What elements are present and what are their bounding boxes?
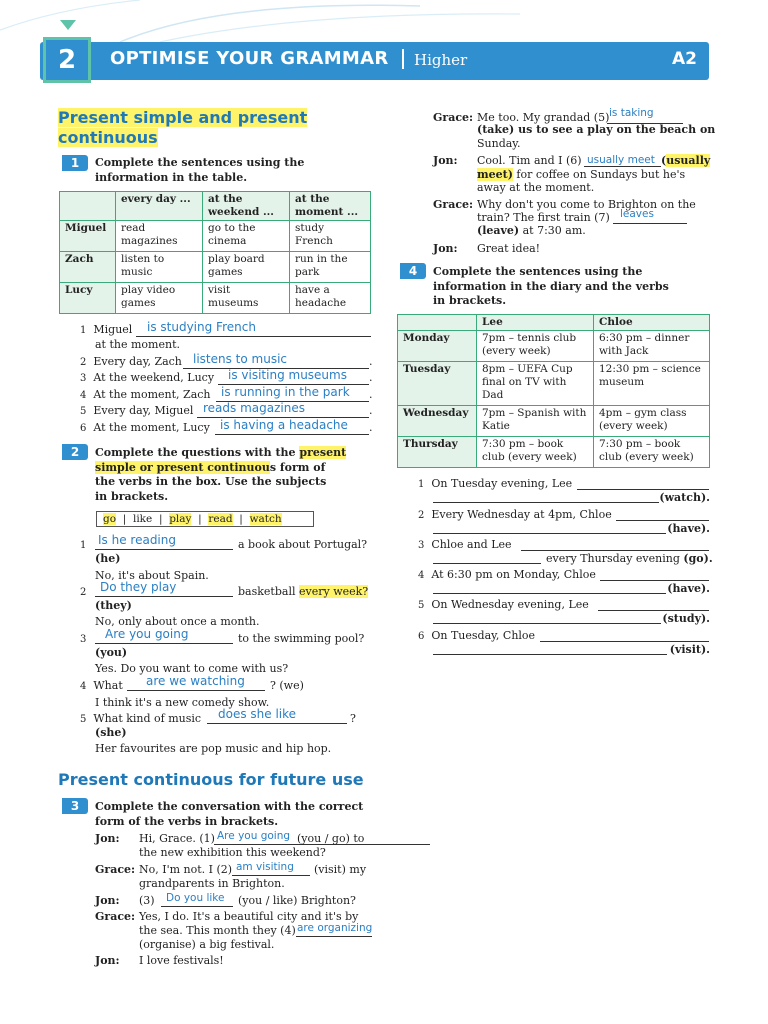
- item-text: On Tuesday evening, Lee: [431, 477, 573, 490]
- ex4-item-1: [418, 477, 572, 492]
- answer-text[interactable]: Is he reading: [98, 533, 176, 547]
- answer-line[interactable]: [577, 489, 709, 490]
- section-title-present-simple: [58, 108, 307, 148]
- verb-hint: (leave): [477, 224, 520, 237]
- item-text: ?: [350, 712, 356, 725]
- item-text: What kind of music: [93, 712, 202, 725]
- table-row-header: Wednesday: [398, 406, 477, 437]
- answer-line[interactable]: [600, 580, 709, 581]
- item-number: 4: [418, 570, 425, 581]
- answer-line[interactable]: [616, 520, 709, 521]
- answer-line[interactable]: [433, 563, 541, 564]
- line-text: the new exhibition this weekend?: [139, 846, 326, 859]
- item-end: .: [369, 421, 373, 434]
- item-text: On Wednesday evening, Lee: [431, 598, 589, 611]
- item-text: Every day, Zach: [93, 355, 182, 368]
- item-number: 5: [80, 406, 87, 417]
- table-cell: study French: [290, 221, 371, 252]
- answer-line: [215, 434, 369, 435]
- verb-hint: (have).: [667, 582, 710, 595]
- answer-text[interactable]: is visiting museums: [228, 368, 347, 382]
- instr-highlight: simple or present continuou: [95, 460, 270, 474]
- cefr-label: A2: [672, 49, 697, 69]
- line-text: the sea. This month they (4): [139, 924, 296, 937]
- item-reply: No, only about once a month.: [95, 615, 260, 628]
- answer-line: [207, 723, 347, 724]
- answer-line[interactable]: [521, 550, 709, 551]
- ex3-line-3: [139, 892, 356, 908]
- answer-line: [161, 906, 233, 907]
- table-cell: 8pm – UEFA Cup final on TV with Dad: [477, 362, 594, 406]
- speaker-label: Jon:: [433, 154, 458, 167]
- table-header: Lee: [477, 315, 594, 331]
- item-text: At 6:30 pm on Monday, Chloe: [431, 568, 596, 581]
- answer-text[interactable]: is taking: [609, 107, 654, 119]
- item-text: Every day, Miguel: [93, 404, 194, 417]
- table-row-header: Zach: [60, 252, 116, 283]
- word-sep: |: [122, 513, 127, 525]
- instr-line: Complete the conversation with the correct: [95, 800, 364, 813]
- exercise-badge-1: 1: [62, 155, 88, 171]
- item-number: 2: [80, 357, 87, 368]
- answer-line[interactable]: [433, 623, 661, 624]
- ex4-item-4: [418, 568, 596, 583]
- line-text: Why don't you come to Brighton on the: [477, 198, 696, 211]
- section-title-line2: continuous: [58, 128, 158, 147]
- diary-table: [397, 314, 710, 468]
- instr-line: Complete the sentences using the: [95, 156, 305, 169]
- line-text: Great idea!: [477, 242, 541, 255]
- verb-hint: (watch).: [659, 491, 710, 504]
- instr-line: form of the verbs in brackets.: [95, 814, 279, 828]
- table-cell: 12:30 pm – science museum: [594, 362, 710, 406]
- exercise-badge-2: 2: [62, 444, 88, 460]
- unit-marker-icon: [60, 20, 76, 30]
- item-reply: No, it's about Spain.: [95, 569, 209, 582]
- answer-text[interactable]: Are you going: [105, 627, 189, 641]
- table-cell: 4pm – gym class (every week): [594, 406, 710, 437]
- table-cell: play video games: [116, 283, 203, 314]
- line-text: Me too. My grandad (5): [477, 111, 610, 124]
- unit-number: 2: [43, 37, 91, 83]
- item-number: 5: [418, 600, 425, 611]
- exercise-4-instruction: [433, 265, 669, 309]
- answer-line: [232, 875, 310, 876]
- item-reply: I think it's a new comedy show.: [95, 696, 270, 709]
- item-end: .: [369, 355, 373, 368]
- table-row-header: Miguel: [60, 221, 116, 252]
- word-box: [96, 511, 314, 527]
- table-cell: 7:30 pm – book club (every week): [477, 437, 594, 468]
- item-text: Miguel: [93, 323, 133, 336]
- answer-text[interactable]: am visiting: [236, 861, 294, 873]
- answer-line[interactable]: [598, 610, 709, 611]
- item-text-part: basketball: [238, 585, 296, 598]
- line-text: (you / go) to: [297, 832, 365, 845]
- line-text: (visit) my: [314, 863, 367, 876]
- table-corner: [60, 192, 116, 221]
- item-end: .: [369, 371, 373, 384]
- line-text: No, I'm not. I (2): [139, 863, 233, 876]
- item-number: 3: [80, 373, 87, 384]
- instr-line: information in the diary and the verbs: [433, 279, 669, 293]
- answer-line[interactable]: [433, 593, 666, 594]
- table-corner: [398, 315, 477, 331]
- line-text: at 7:30 am.: [519, 224, 586, 237]
- item-number: 4: [80, 390, 87, 401]
- ex1-item-3: [80, 368, 375, 386]
- table-cell: 7pm – tennis club (every week): [477, 331, 594, 362]
- item-text: [546, 552, 713, 566]
- word-play: play: [169, 513, 192, 525]
- instr-text: in brackets.: [95, 489, 169, 503]
- word-like: like: [132, 513, 153, 525]
- table-row-header: Tuesday: [398, 362, 477, 406]
- convo-line-7-cont: [477, 224, 586, 238]
- table-row-header: Monday: [398, 331, 477, 362]
- item-number: 1: [80, 325, 87, 336]
- answer-line[interactable]: [433, 502, 659, 503]
- speaker-label: Jon:: [433, 242, 458, 255]
- verb-highlight: usually: [666, 154, 711, 167]
- answer-text[interactable]: is studying French: [147, 320, 256, 334]
- line-text: I love festivals!: [139, 954, 224, 967]
- word-sep: |: [198, 513, 202, 525]
- answer-line: [95, 549, 233, 550]
- speaker-label: Grace:: [95, 863, 136, 876]
- section-title-future: Present continuous for future use: [58, 770, 364, 789]
- speaker-label: Grace:: [95, 910, 136, 923]
- table-cell: go to the cinema: [203, 221, 290, 252]
- speaker-label: Grace:: [433, 198, 474, 211]
- verb-highlight: meet): [477, 168, 513, 181]
- ex3-line-2: [139, 861, 367, 877]
- exercise-badge-4: 4: [400, 263, 426, 279]
- table-cell: 7:30 pm – book club (every week): [594, 437, 710, 468]
- verb-hint: [661, 154, 710, 168]
- ex2-item-1: [80, 533, 368, 553]
- convo-line-6: [477, 154, 711, 168]
- answer-text[interactable]: leaves: [620, 208, 654, 220]
- word-sep: |: [158, 513, 163, 525]
- ex4-item-5: [418, 598, 589, 613]
- convo-line-5-cont: [477, 123, 717, 137]
- ex2-item-5: [80, 707, 356, 727]
- table-cell: have a headache: [290, 283, 371, 314]
- item-text: to the swimming pool?: [238, 632, 365, 645]
- page-title: OPTIMISE YOUR GRAMMAR: [110, 48, 389, 69]
- line-text: train? The first train (7): [477, 211, 610, 224]
- word-sep: |: [239, 513, 243, 525]
- ex1-item-5: [80, 401, 375, 419]
- ex2-item-2: [80, 580, 369, 600]
- item-reply: Yes. Do you want to come with us?: [95, 662, 289, 675]
- exercise-badge-3: 3: [62, 798, 88, 814]
- answer-line: [136, 336, 371, 337]
- convo-line-6-cont: [477, 168, 685, 182]
- item-subject: (he): [95, 552, 121, 565]
- answer-text[interactable]: reads magazines: [203, 401, 305, 415]
- line-text: (3): [139, 894, 155, 907]
- instr-text: s form of: [269, 460, 326, 474]
- verb-hint: (have).: [667, 522, 710, 535]
- table-cell: listen to music: [116, 252, 203, 283]
- instr-line: in brackets.: [433, 294, 507, 307]
- line-text: (take) us to see a play on the beach on: [477, 123, 716, 136]
- answer-line: [95, 596, 233, 597]
- item-number: 5: [80, 714, 87, 725]
- line-text: for coffee on Sundays but he's: [512, 168, 686, 181]
- answer-line: [613, 223, 687, 224]
- level-label: Higher: [414, 51, 468, 69]
- item-number: 1: [80, 540, 87, 551]
- item-number: 1: [418, 479, 425, 490]
- table-cell: run in the park: [290, 252, 371, 283]
- ex2-item-3: [80, 627, 365, 647]
- instr-text: Complete the questions with the: [95, 446, 300, 459]
- instr-highlight: present: [299, 446, 347, 459]
- ex1-item-1: [80, 320, 256, 338]
- instr-text: the verbs in the box. Use the subjects: [95, 475, 327, 488]
- item-end: .: [369, 404, 373, 417]
- line-text: Yes, I do. It's a beautiful city and it's by: [139, 910, 359, 923]
- table-row-header: Thursday: [398, 437, 477, 468]
- ex4-item-6: [418, 629, 535, 644]
- table-cell: read magazines: [116, 221, 203, 252]
- ex4-item-3: [418, 538, 512, 553]
- speaker-label: Grace:: [433, 111, 474, 124]
- item-text: [238, 585, 368, 599]
- speaker-label: Jon:: [95, 894, 120, 907]
- item-number: 4: [80, 681, 87, 692]
- item-text-part: every Thursday evening: [546, 552, 680, 565]
- table-header: at the moment ...: [290, 192, 371, 221]
- table-header: every day ...: [116, 192, 203, 221]
- item-subject: (you): [95, 646, 128, 659]
- item-text: a book about Portugal?: [238, 538, 368, 551]
- answer-line: [127, 690, 265, 691]
- item-text: At the weekend, Lucy: [93, 371, 215, 384]
- answer-text[interactable]: does she like: [218, 707, 297, 721]
- answer-text[interactable]: Do you like: [166, 892, 225, 904]
- decorative-curves: [0, 0, 768, 42]
- instr-line: Complete the sentences using the: [433, 265, 643, 278]
- item-number: 3: [80, 634, 87, 645]
- exercise-3-instruction: [95, 800, 363, 829]
- item-reply: Her favourites are pop music and hip hop.: [95, 742, 332, 755]
- word-go: go: [103, 513, 117, 525]
- answer-line: [296, 936, 372, 937]
- answer-line[interactable]: [433, 533, 666, 534]
- table-row-header: Lucy: [60, 283, 116, 314]
- table-cell: visit museums: [203, 283, 290, 314]
- line-text: Sunday.: [477, 137, 521, 150]
- item-subject: (she): [95, 726, 127, 739]
- speaker-label: Jon:: [95, 954, 120, 967]
- table-header: at the weekend ...: [203, 192, 290, 221]
- answer-text[interactable]: Are you going: [217, 830, 291, 842]
- convo-line-7: [477, 208, 654, 225]
- line-text: Cool. Tim and I (6): [477, 154, 582, 167]
- verb-hint: (study).: [662, 612, 710, 625]
- item-text: At the moment, Lucy: [93, 421, 210, 434]
- header-divider: [402, 49, 404, 69]
- item-number: 6: [80, 423, 87, 434]
- item-text: At the moment, Zach: [93, 388, 211, 401]
- item-number: 6: [418, 631, 425, 642]
- answer-text[interactable]: is running in the park: [221, 385, 350, 399]
- answer-text[interactable]: Do they play: [100, 580, 177, 594]
- item-text: What: [93, 679, 123, 692]
- ex1-item-1-cont: at the moment.: [95, 338, 180, 351]
- line-text: (organise) a big festival.: [139, 938, 275, 951]
- ex2-item-4: [80, 674, 304, 694]
- section-title-line1: Present simple and present: [58, 108, 308, 127]
- word-watch: watch: [249, 513, 282, 525]
- item-number: 2: [80, 587, 87, 598]
- ex3-line-4: [139, 922, 373, 938]
- line-text: away at the moment.: [477, 181, 595, 194]
- answer-line[interactable]: [433, 654, 667, 655]
- paren: (: [661, 154, 667, 167]
- item-text: Every Wednesday at 4pm, Chloe: [431, 508, 612, 521]
- item-text: Chloe and Lee: [431, 538, 512, 551]
- item-number: 3: [418, 540, 425, 551]
- instr-line: information in the table.: [95, 170, 248, 184]
- table-cell: 6:30 pm – dinner with Jack: [594, 331, 710, 362]
- answer-text[interactable]: is having a headache: [220, 418, 348, 432]
- verb-hint: (go).: [683, 552, 713, 565]
- item-subject: (they): [95, 599, 132, 612]
- line-text: (you / like) Brighton?: [238, 894, 356, 907]
- table-cell: play board games: [203, 252, 290, 283]
- ex1-item-6: [80, 418, 375, 436]
- exercise-2-instruction: [95, 446, 346, 504]
- item-text: ? (we): [270, 679, 304, 692]
- answer-text[interactable]: are organizing: [297, 922, 373, 934]
- answer-line: [95, 643, 233, 644]
- exercise-1-instruction: [95, 156, 304, 185]
- table-header: Chloe: [594, 315, 710, 331]
- line-text: grandparents in Brighton.: [139, 877, 285, 890]
- answer-text[interactable]: usually meet: [587, 154, 655, 166]
- line-text: Hi, Grace. (1): [139, 832, 215, 845]
- table-cell: 7pm – Spanish with Katie: [477, 406, 594, 437]
- verb-hint: (visit).: [669, 643, 710, 656]
- item-end: .: [369, 388, 373, 401]
- answer-text[interactable]: listens to music: [193, 352, 288, 366]
- item-highlight: every week?: [298, 585, 369, 598]
- item-number: 2: [418, 510, 425, 521]
- answer-line[interactable]: [540, 641, 709, 642]
- speaker-label: Jon:: [95, 832, 120, 845]
- ex3-line-1: [139, 830, 365, 846]
- item-text: On Tuesday, Chloe: [431, 629, 536, 642]
- ex4-item-2: [418, 508, 612, 523]
- answer-text[interactable]: are we watching: [146, 674, 245, 688]
- exercise-1-table: [59, 191, 371, 314]
- word-read: read: [208, 513, 233, 525]
